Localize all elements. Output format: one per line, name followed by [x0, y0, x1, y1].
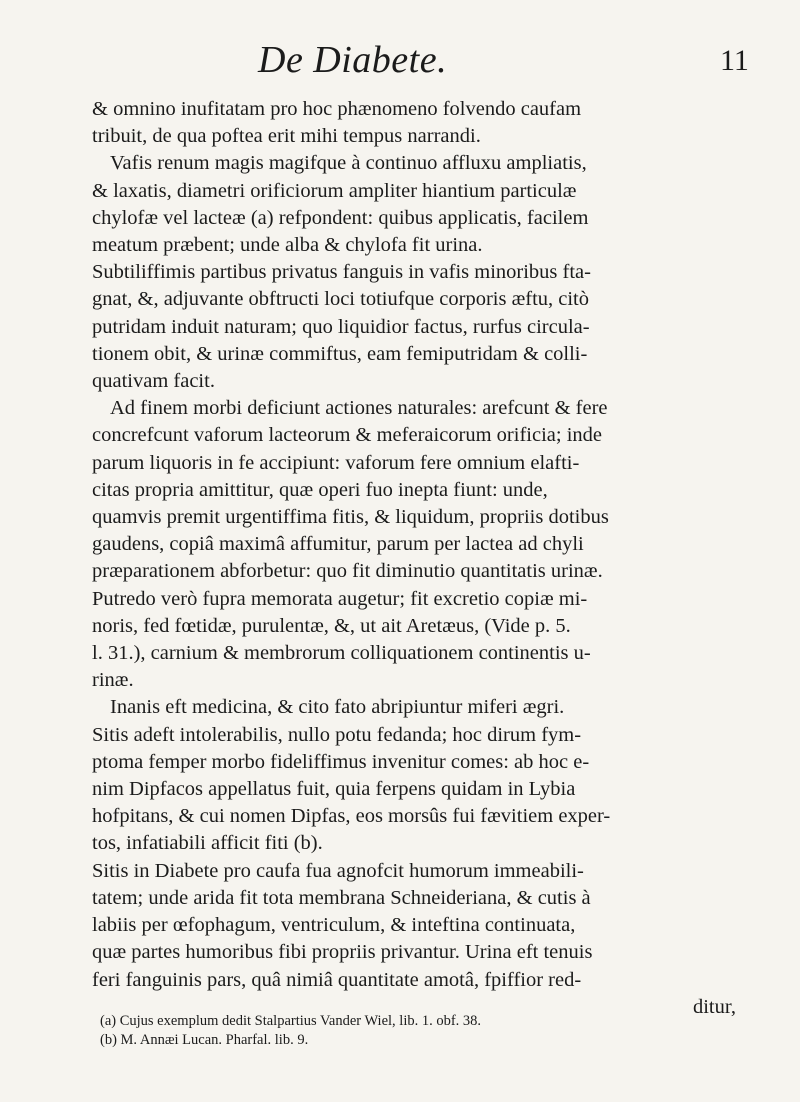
- page-number: 11: [720, 44, 749, 77]
- text-line: rinæ.: [92, 669, 134, 692]
- body-text: [92, 96, 752, 1021]
- text-line: tribuit, de qua poftea erit mihi tempus narrandi.: [92, 125, 481, 148]
- text-line: l. 31.), carnium & membrorum colliquationem continentis u-: [92, 642, 591, 665]
- footnotes: [100, 1012, 740, 1050]
- running-title: De Diabete.: [258, 39, 448, 81]
- text-line: ptoma femper morbo fideliffimus invenitur comes: ab hoc e-: [92, 750, 590, 773]
- text-line: Sitis adeft intolerabilis, nullo potu fedanda; hoc dirum fym-: [92, 723, 582, 746]
- text-line: Putredo verò fupra memorata augetur; fit excretio copiæ mi-: [92, 587, 588, 610]
- text-line: chylofæ vel lacteæ (a) refpondent: quibus applicatis, facilem: [92, 206, 589, 229]
- text-line: Inanis eft medicina, & cito fato abripiuntur miferi ægri.: [110, 696, 565, 719]
- text-line: & omnino inufitatam pro hoc phænomeno folvendo caufam: [92, 98, 582, 120]
- text-line: Subtiliffimis partibus privatus fanguis in vafis minoribus fta-: [92, 261, 591, 284]
- text-line: citas propria amittitur, quæ operi fuo inepta fiunt: unde,: [92, 478, 548, 501]
- page-header: [0, 38, 800, 81]
- text-line: gnat, &, adjuvante obftructi loci totiufque corporis æftu, citò: [92, 288, 590, 311]
- text-line: præparationem abforbetur: quo fit diminutio quantitatis urinæ.: [92, 560, 603, 583]
- text-line: quamvis premit urgentiffima fitis, & liquidum, propriis dotibus: [92, 506, 609, 529]
- text-line: & laxatis, diametri orificiorum ampliter hiantium particulæ: [92, 179, 577, 202]
- text-line: feri fanguinis pars, quâ nimiâ quantitate amotâ, fpiffior red-: [92, 968, 582, 991]
- text-line: tos, infatiabili afficit fiti (b).: [92, 832, 323, 855]
- text-line: Sitis in Diabete pro caufa fua agnofcit humorum immeabili-: [92, 859, 584, 882]
- text-line: tionem obit, & urinæ commiftus, eam femiputridam & colli-: [92, 342, 588, 365]
- text-line: putridam induit naturam; quo liquidior factus, rurfus circula-: [92, 315, 590, 338]
- text-line: labiis per œfophagum, ventriculum, & inteftina continuata,: [92, 914, 576, 937]
- text-line: Vafis renum magis magifque à continuo affluxu ampliatis,: [110, 152, 587, 175]
- text-line: ditur,: [692, 995, 736, 1018]
- text-line: noris, fed fœtidæ, purulentæ, &, ut ait Aretæus, (Vide p. 5.: [92, 614, 571, 637]
- text-line: quativam facit.: [92, 370, 215, 393]
- text-line: nim Dipfacos appellatus fuit, quia ferpens quidam in Lybia: [92, 778, 576, 801]
- text-line: Ad finem morbi deficiunt actiones naturales: arefcunt & fere: [110, 397, 608, 420]
- footnote: (a) Cujus exemplum dedit Stalpartius Vander Wiel, lib. 1. obf. 38.: [100, 1013, 482, 1029]
- text-line: hofpitans, & cui nomen Dipfas, eos morsûs fui fævitiem exper-: [92, 805, 611, 828]
- text-line: gaudens, copiâ maximâ affumitur, parum per lactea ad chyli: [92, 533, 584, 556]
- footnote: (b) M. Annæi Lucan. Pharfal. lib. 9.: [100, 1032, 309, 1048]
- text-line: parum liquoris in fe accipiunt: vaforum fere omnium elafti-: [92, 451, 580, 474]
- text-line: tatem; unde arida fit tota membrana Schneideriana, & cutis à: [92, 886, 591, 909]
- text-line: quæ partes humoribus fibi propriis privantur. Urina eft tenuis: [92, 941, 593, 964]
- text-line: meatum præbent; unde alba & chylofa fit urina.: [92, 234, 483, 257]
- text-line: concrefcunt vaforum lacteorum & meferaicorum orificia; inde: [92, 424, 602, 447]
